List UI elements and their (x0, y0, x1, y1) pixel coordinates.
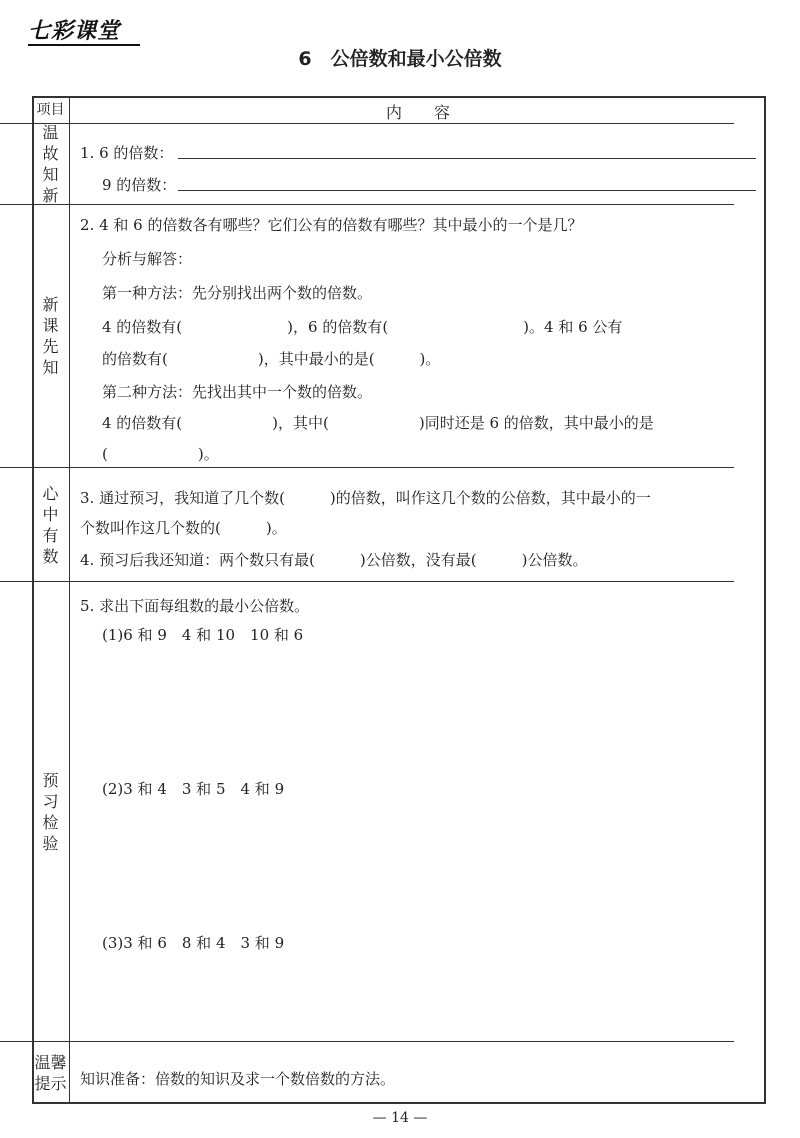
row-divider (0, 123, 734, 124)
section-label-check (32, 582, 69, 1041)
section-label-text: 温馨提示 (34, 1053, 67, 1093)
method-1: 第一种方法：先分别找出两个数的倍数。 (102, 284, 373, 302)
method-2-line-1: 4 的倍数有( )，其中( )同时还是 6 的倍数，其中最小的是 (102, 414, 654, 432)
question-2: 2. 4 和 6 的倍数各有哪些？它们公有的倍数有哪些？其中最小的一个是几？ (80, 216, 583, 234)
section-label-text: 心中有数 (42, 483, 59, 566)
row-divider (0, 1041, 734, 1042)
exercise-group-3: (3)3 和 6 8 和 4 3 和 9 (102, 934, 285, 952)
question-3b: 个数叫作这几个数的( )。 (80, 519, 287, 537)
question-1a: 1. 6 的倍数： (80, 144, 174, 162)
section-label-review (32, 124, 69, 204)
section-label-tip (32, 1042, 69, 1104)
row-divider (0, 204, 734, 205)
row-divider (0, 467, 734, 468)
method-2-line-2: ( )。 (102, 445, 219, 463)
section-label-in-mind (32, 468, 69, 581)
method-1-line-1: 4 的倍数有( )，6 的倍数有( )。4 和 6 公有 (102, 318, 623, 336)
question-5: 5. 求出下面每组数的最小公倍数。 (80, 597, 310, 615)
column-divider (69, 96, 70, 1104)
header-content: 内 容 (385, 103, 450, 122)
question-4: 4. 预习后我还知道：两个数只有最( )公倍数，没有最( )公倍数。 (80, 551, 588, 569)
answer-line (178, 158, 756, 159)
page-title: 6 公倍数和最小公倍数 (298, 48, 502, 70)
section-label-text: 新课先知 (42, 295, 59, 377)
question-3a: 3. 通过预习，我知道了几个数( )的倍数，叫作这几个数的公倍数，其中最小的一 (80, 489, 651, 507)
brand-logo: 七彩课堂 (28, 19, 121, 44)
exercise-group-1: (1)6 和 9 4 和 10 10 和 6 (102, 626, 304, 644)
tip-text: 知识准备：倍数的知识及求一个数倍数的方法。 (80, 1070, 396, 1088)
section-label-new-lesson (32, 205, 69, 467)
question-1b: 9 的倍数： (102, 176, 177, 194)
header-item-text: 项目 (36, 101, 65, 118)
section-label-text: 温故知新 (42, 123, 59, 205)
page-number: — 14 — (372, 1110, 428, 1126)
header-item (32, 96, 69, 124)
method-1-line-2: 的倍数有( )，其中最小的是( )。 (102, 350, 441, 368)
analysis-label: 分析与解答： (102, 250, 193, 268)
method-2: 第二种方法：先找出其中一个数的倍数。 (102, 383, 373, 401)
row-divider (0, 581, 734, 582)
section-label-text: 预习检验 (42, 770, 59, 853)
exercise-group-2: (2)3 和 4 3 和 5 4 和 9 (102, 780, 285, 798)
answer-line (178, 190, 756, 191)
